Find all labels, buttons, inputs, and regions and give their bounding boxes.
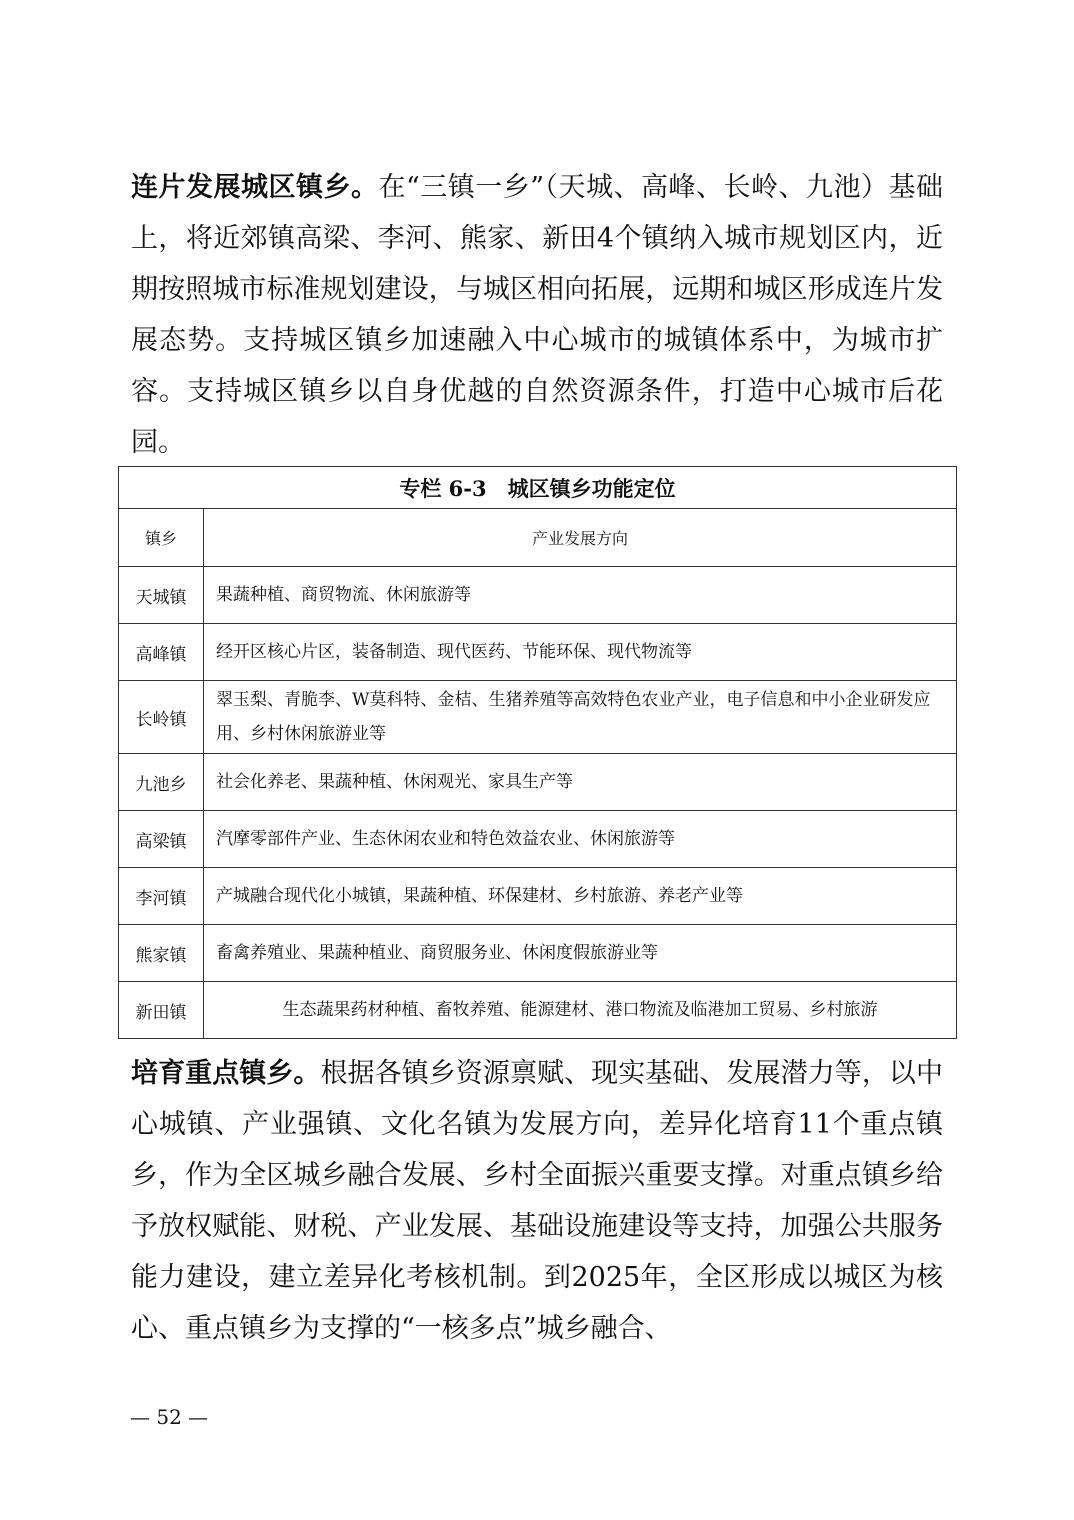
direction-cell: 经开区核心片区，装备制造、现代医药、节能环保、现代物流等 <box>204 624 957 681</box>
town-cell: 长岭镇 <box>119 681 204 754</box>
paragraph-lead: 培育重点镇乡。 <box>131 1058 321 1089</box>
header-direction: 产业发展方向 <box>204 509 957 567</box>
table-row <box>119 868 957 925</box>
table-row <box>119 925 957 982</box>
paragraph-lead: 连片发展城区镇乡。 <box>131 172 379 203</box>
paragraph-body: 在“三镇一乡”（天城、高峰、长岭、九池）基础上，将近郊镇高梁、李河、熊家、新田4个镇纳入城市规划区内，近期按照城市标准规划建设，与城区相向拓展，远期和城区形成连片发展态势。支持城区镇乡加速融入中心城市的城镇体系中，为城市扩容。支持城区镇乡以自身优越的自然资源条件，打造中心城市后花园。 <box>131 172 943 458</box>
direction-cell: 产城融合现代化小城镇，果蔬种植、环保建材、乡村旅游、养老产业等 <box>204 868 957 925</box>
table-caption-row <box>119 467 957 509</box>
town-cell: 天城镇 <box>119 567 204 624</box>
table-row <box>119 567 957 624</box>
direction-cell: 社会化养老、果蔬种植、休闲观光、家具生产等 <box>204 754 957 811</box>
paragraph-contiguous-development <box>131 162 943 468</box>
function-table <box>118 466 956 1039</box>
table-row <box>119 982 957 1039</box>
direction-cell: 果蔬种植、商贸物流、休闲旅游等 <box>204 567 957 624</box>
table-header-row <box>119 509 957 567</box>
table-row <box>119 624 957 681</box>
direction-cell: 翠玉梨、青脆李、W莫科特、金桔、生猪养殖等高效特色农业产业，电子信息和中小企业研发应用、乡村休闲旅游业等 <box>204 681 957 754</box>
direction-cell: 生态蔬果药材种植、畜牧养殖、能源建材、港口物流及临港加工贸易、乡村旅游 <box>204 982 957 1039</box>
town-cell: 新田镇 <box>119 982 204 1039</box>
town-cell: 高峰镇 <box>119 624 204 681</box>
direction-cell: 畜禽养殖业、果蔬种植业、商贸服务业、休闲度假旅游业等 <box>204 925 957 982</box>
town-cell: 高梁镇 <box>119 811 204 868</box>
direction-cell: 汽摩零部件产业、生态休闲农业和特色效益农业、休闲旅游等 <box>204 811 957 868</box>
table-row <box>119 681 957 754</box>
town-cell: 熊家镇 <box>119 925 204 982</box>
table-row <box>119 811 957 868</box>
paragraph-key-towns <box>131 1048 943 1354</box>
paragraph-body: 根据各镇乡资源禀赋、现实基础、发展潜力等，以中心城镇、产业强镇、文化名镇为发展方向，差异化培育11个重点镇乡，作为全区城乡融合发展、乡村全面振兴重要支撑。对重点镇乡给予放权赋能、财税、产业发展、基础设施建设等支持，加强公共服务能力建设，建立差异化考核机制。到2025年，全区形成以城区为核心、重点镇乡为支撑的“一核多点”城乡融合、 <box>131 1058 944 1344</box>
page-number: — 52 — <box>130 1405 209 1429</box>
table-caption: 专栏 6-3 城区镇乡功能定位 <box>119 467 957 509</box>
header-town: 镇乡 <box>119 509 204 567</box>
table-row <box>119 754 957 811</box>
town-cell: 李河镇 <box>119 868 204 925</box>
town-cell: 九池乡 <box>119 754 204 811</box>
